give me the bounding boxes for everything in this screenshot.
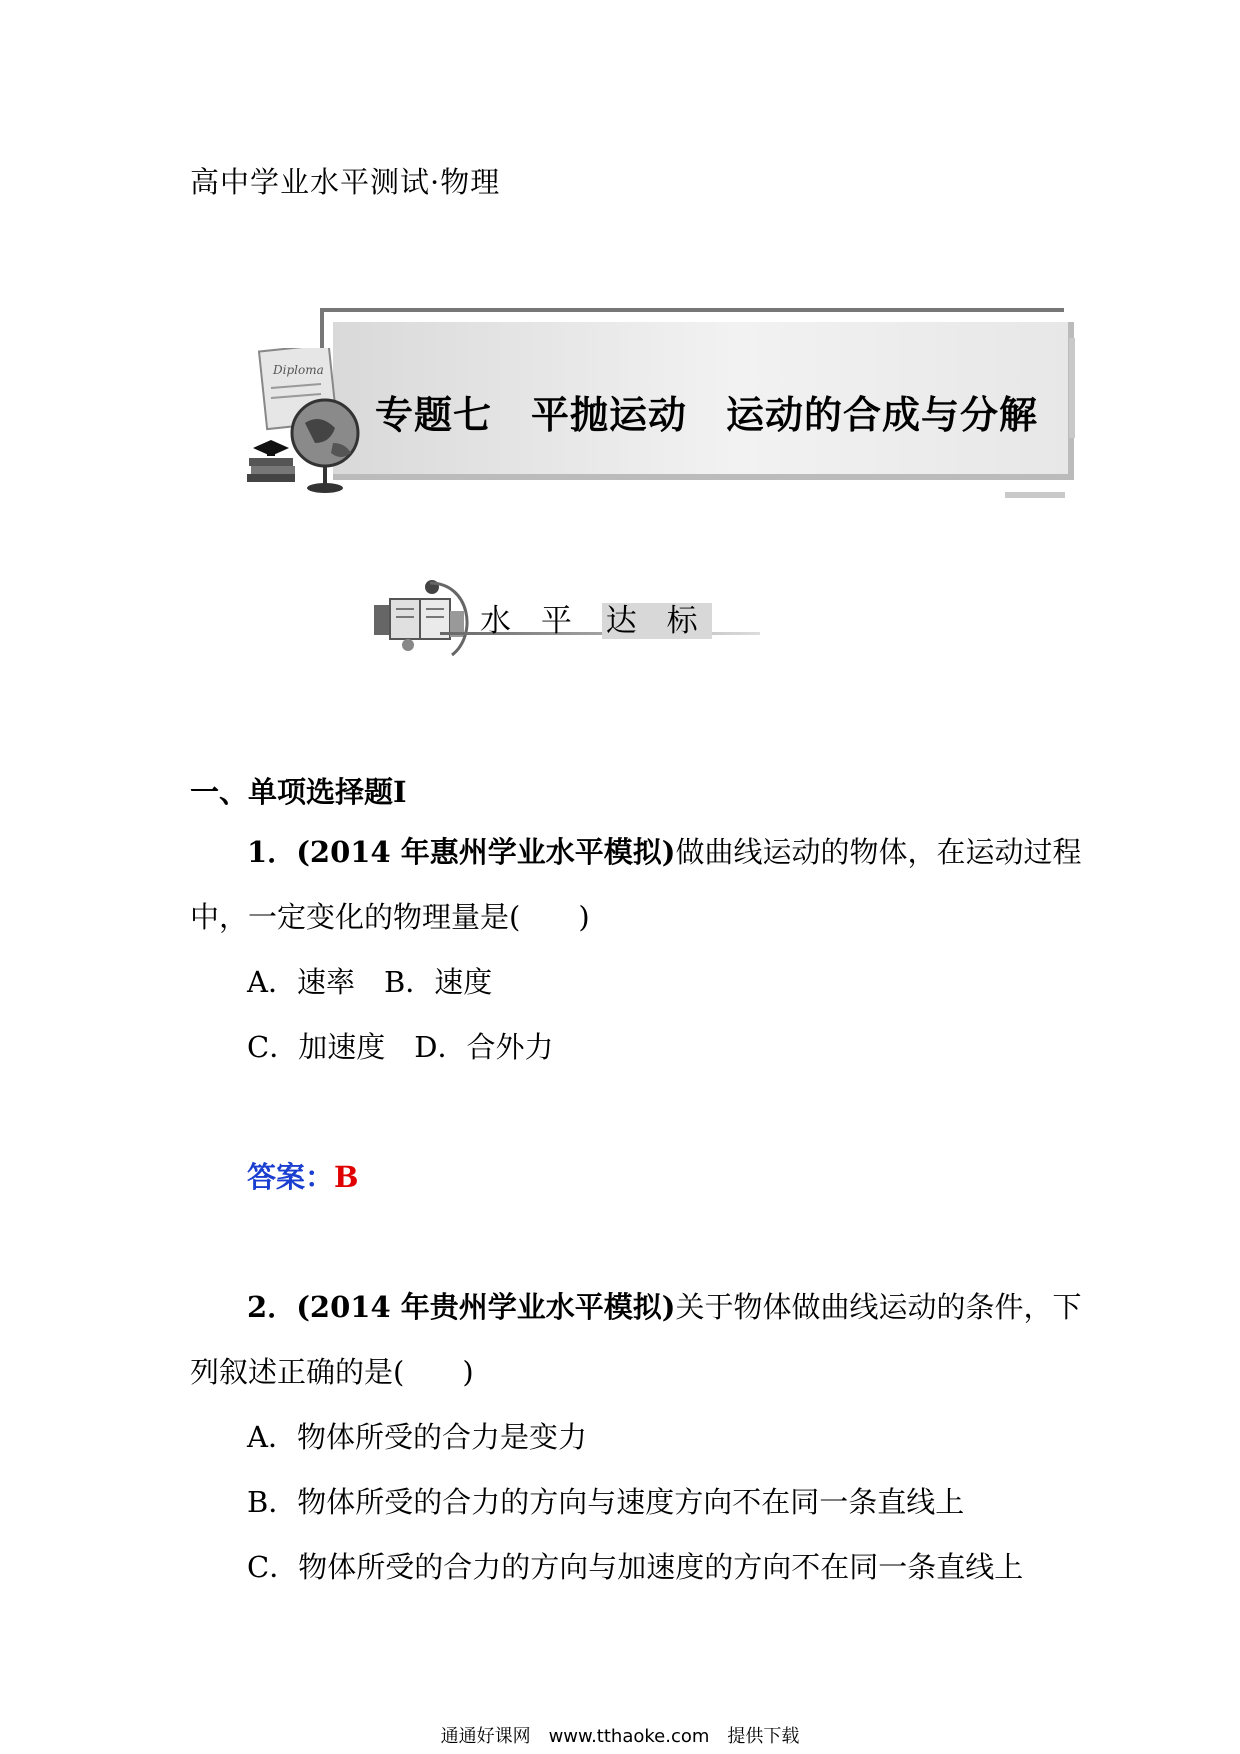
diploma-label: Diploma <box>273 363 324 377</box>
section-title: 一、单项选择题Ⅰ <box>190 775 407 809</box>
q1-line1: 1．(2014 年惠州学业水平模拟)做曲线运动的物体，在运动过程 <box>247 835 1082 869</box>
banner-corner-decor <box>1005 492 1065 498</box>
topic-banner <box>245 308 1075 498</box>
q1-line2: 中，一定变化的物理量是( ) <box>190 900 590 934</box>
q2-line2: 列叙述正确的是( ) <box>190 1355 474 1389</box>
badge-label: 水 平 达 标 <box>480 595 712 640</box>
q2-option-c: C．物体所受的合力的方向与加速度的方向不在同一条直线上 <box>247 1550 1024 1584</box>
document-header: 高中学业水平测试·物理 <box>190 165 501 199</box>
page-footer: 通通好课网 www.tthaoke.com 提供下载 <box>440 1726 800 1747</box>
diploma-globe-illustration <box>245 348 385 498</box>
book-icon <box>370 575 480 660</box>
q2-option-a: A．物体所受的合力是变力 <box>247 1420 587 1454</box>
topic-title: 专题七 平抛运动 运动的合成与分解 <box>375 393 1039 437</box>
q1-options-row1: A．速率 B．速度 <box>247 965 493 999</box>
section-badge <box>370 575 790 665</box>
banner-corner-decor <box>1069 338 1075 438</box>
q1-options-row2: C．加速度 D．合外力 <box>247 1030 554 1064</box>
q1-answer: 答案：B <box>247 1160 359 1194</box>
q2-line1: 2．(2014 年贵州学业水平模拟)关于物体做曲线运动的条件，下 <box>247 1290 1082 1324</box>
q2-option-b: B．物体所受的合力的方向与速度方向不在同一条直线上 <box>247 1485 965 1519</box>
